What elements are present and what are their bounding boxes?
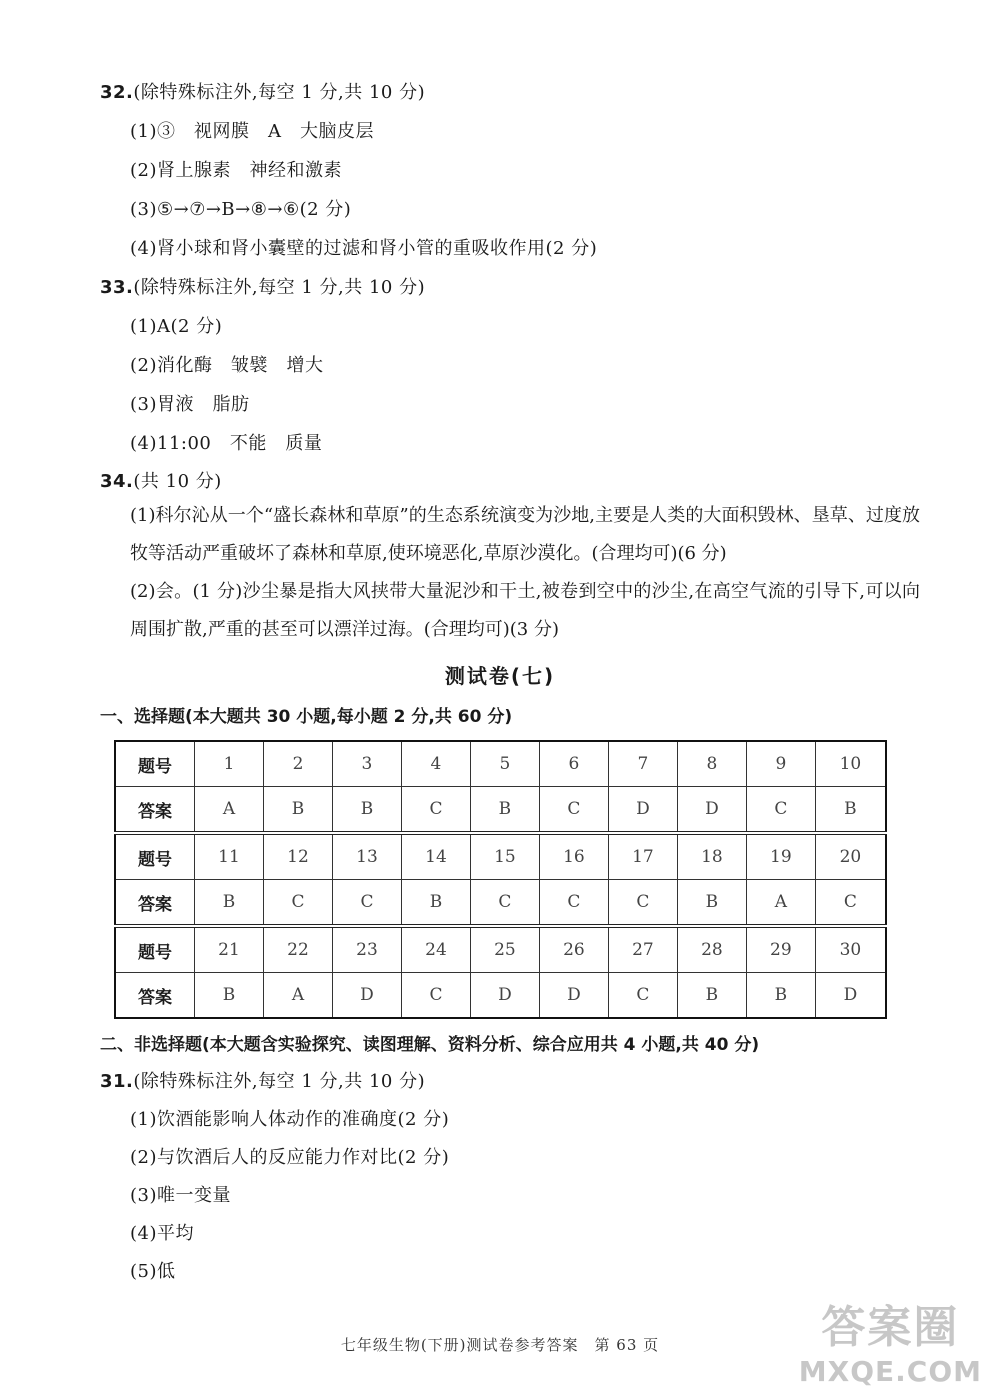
number-label-cell: 题号 (115, 741, 195, 787)
question-number-cell: 12 (263, 833, 332, 880)
q33-scoring: (除特殊标注外,每空 1 分,共 10 分) (133, 277, 426, 298)
q34-scoring: (共 10 分) (133, 471, 222, 492)
q33-heading (100, 273, 425, 299)
answer-table (114, 740, 887, 1019)
question-number-cell: 21 (195, 926, 264, 973)
table-row-answers (115, 787, 886, 834)
answer-cell: B (815, 787, 886, 834)
q31-scoring: (除特殊标注外,每空 1 分,共 10 分) (133, 1071, 426, 1092)
q34-paragraph-1: (1)科尔沁从一个“盛长森林和草原”的生态系统演变为沙地,主要是人类的大面积毁林、垦草、过度放牧等活动严重破坏了森林和草原,使环境恶化,草原沙漠化。(合理均可)(6 分) (130, 505, 920, 564)
question-number-cell: 28 (677, 926, 746, 973)
answer-cell: C (746, 787, 815, 834)
question-number-cell: 18 (677, 833, 746, 880)
question-number-cell: 24 (401, 926, 470, 973)
answer-cell: B (677, 973, 746, 1019)
question-number-cell: 7 (608, 741, 677, 787)
question-number-cell: 15 (470, 833, 539, 880)
answer-cell: B (401, 880, 470, 927)
answer-cell: B (195, 973, 264, 1019)
q34-paragraph-2: (2)会。(1 分)沙尘暴是指大风挟带大量泥沙和干土,被卷到空中的沙尘,在高空气流的引导下,可以向周围扩散,严重的甚至可以漂洋过海。(合理均可)(3 分) (130, 581, 920, 640)
answer-cell: B (332, 787, 401, 834)
answer-cell: C (263, 880, 332, 927)
answer-cell: A (263, 973, 332, 1019)
answer-cell: C (815, 880, 886, 927)
table-row-numbers (115, 926, 886, 973)
answer-cell: C (539, 787, 608, 834)
answer-cell: B (746, 973, 815, 1019)
table-row-numbers (115, 833, 886, 880)
question-number-cell: 25 (470, 926, 539, 973)
q33-number: 33. (100, 277, 134, 298)
number-label-cell: 题号 (115, 926, 195, 973)
q31-answer-1: (1)饮酒能影响人体动作的准确度(2 分) (130, 1109, 450, 1130)
question-number-cell: 2 (263, 741, 332, 787)
q32-answer-2: (2)肾上腺素 神经和激素 (130, 160, 342, 181)
answer-cell: A (746, 880, 815, 927)
question-number-cell: 6 (539, 741, 608, 787)
question-number-cell: 17 (608, 833, 677, 880)
q31-number: 31. (100, 1071, 134, 1092)
answer-cell: A (195, 787, 264, 834)
q31-answer-2: (2)与饮酒后人的反应能力作对比(2 分) (130, 1147, 450, 1168)
question-number-cell: 16 (539, 833, 608, 880)
watermark-logo (799, 1291, 982, 1388)
q34-number: 34. (100, 471, 134, 492)
answer-cell: D (677, 787, 746, 834)
answer-cell: B (470, 787, 539, 834)
question-number-cell: 3 (332, 741, 401, 787)
question-number-cell: 27 (608, 926, 677, 973)
q32-answer-1: (1)③ 视网膜 A 大脑皮层 (130, 121, 374, 142)
question-number-cell: 22 (263, 926, 332, 973)
q31-heading (100, 1067, 425, 1093)
answer-cell: C (401, 973, 470, 1019)
q33-answer-4: (4)11:00 不能 质量 (130, 433, 323, 454)
question-number-cell: 19 (746, 833, 815, 880)
answer-cell: B (677, 880, 746, 927)
watermark-chinese: 答案圈 (821, 1302, 960, 1353)
answer-cell: C (608, 880, 677, 927)
q32-answer-3: (3)⑤→⑦→B→⑧→⑥(2 分) (130, 199, 352, 220)
answer-cell: C (332, 880, 401, 927)
page-footer: 七年级生物(下册)测试卷参考答案 第 63 页 (340, 1336, 660, 1354)
answer-cell: C (539, 880, 608, 927)
table-row-answers (115, 973, 886, 1019)
question-number-cell: 11 (195, 833, 264, 880)
q33-answer-1: (1)A(2 分) (130, 316, 223, 337)
answer-cell: C (608, 973, 677, 1019)
q32-heading (100, 78, 425, 104)
table-row-answers (115, 880, 886, 927)
q32-answer-4: (4)肾小球和肾小囊壁的过滤和肾小管的重吸收作用(2 分) (130, 238, 598, 259)
question-number-cell: 23 (332, 926, 401, 973)
question-number-cell: 29 (746, 926, 815, 973)
answer-cell: D (332, 973, 401, 1019)
q33-answer-2: (2)消化酶 皱襞 增大 (130, 355, 324, 376)
answer-cell: D (539, 973, 608, 1019)
answer-cell: C (401, 787, 470, 834)
q31-answer-4: (4)平均 (130, 1223, 194, 1244)
q32-scoring: (除特殊标注外,每空 1 分,共 10 分) (133, 82, 426, 103)
q31-answer-3: (3)唯一变量 (130, 1185, 231, 1206)
question-number-cell: 1 (195, 741, 264, 787)
answer-label-cell: 答案 (115, 880, 195, 927)
question-number-cell: 4 (401, 741, 470, 787)
section-2-heading: 二、非选择题(本大题含实验探究、读图理解、资料分析、综合应用共 4 小题,共 40 分) (100, 1035, 760, 1055)
question-number-cell: 5 (470, 741, 539, 787)
answer-cell: B (195, 880, 264, 927)
question-number-cell: 9 (746, 741, 815, 787)
q34-heading (100, 467, 222, 493)
answer-label-cell: 答案 (115, 787, 195, 834)
answer-cell: C (470, 880, 539, 927)
question-number-cell: 30 (815, 926, 886, 973)
q32-number: 32. (100, 82, 134, 103)
question-number-cell: 14 (401, 833, 470, 880)
question-number-cell: 8 (677, 741, 746, 787)
q31-answer-5: (5)低 (130, 1261, 176, 1282)
test-7-title: 测试卷(七) (444, 664, 556, 688)
answer-label-cell: 答案 (115, 973, 195, 1019)
answer-cell: B (263, 787, 332, 834)
question-number-cell: 26 (539, 926, 608, 973)
section-1-heading: 一、选择题(本大题共 30 小题,每小题 2 分,共 60 分) (100, 707, 513, 727)
answer-cell: D (608, 787, 677, 834)
answer-cell: D (815, 973, 886, 1019)
question-number-cell: 20 (815, 833, 886, 880)
question-number-cell: 13 (332, 833, 401, 880)
number-label-cell: 题号 (115, 833, 195, 880)
question-number-cell: 10 (815, 741, 886, 787)
answer-cell: D (470, 973, 539, 1019)
table-row-numbers (115, 741, 886, 787)
watermark-url: MXQE.COM (798, 1355, 982, 1388)
q33-answer-3: (3)胃液 脂肪 (130, 394, 250, 415)
